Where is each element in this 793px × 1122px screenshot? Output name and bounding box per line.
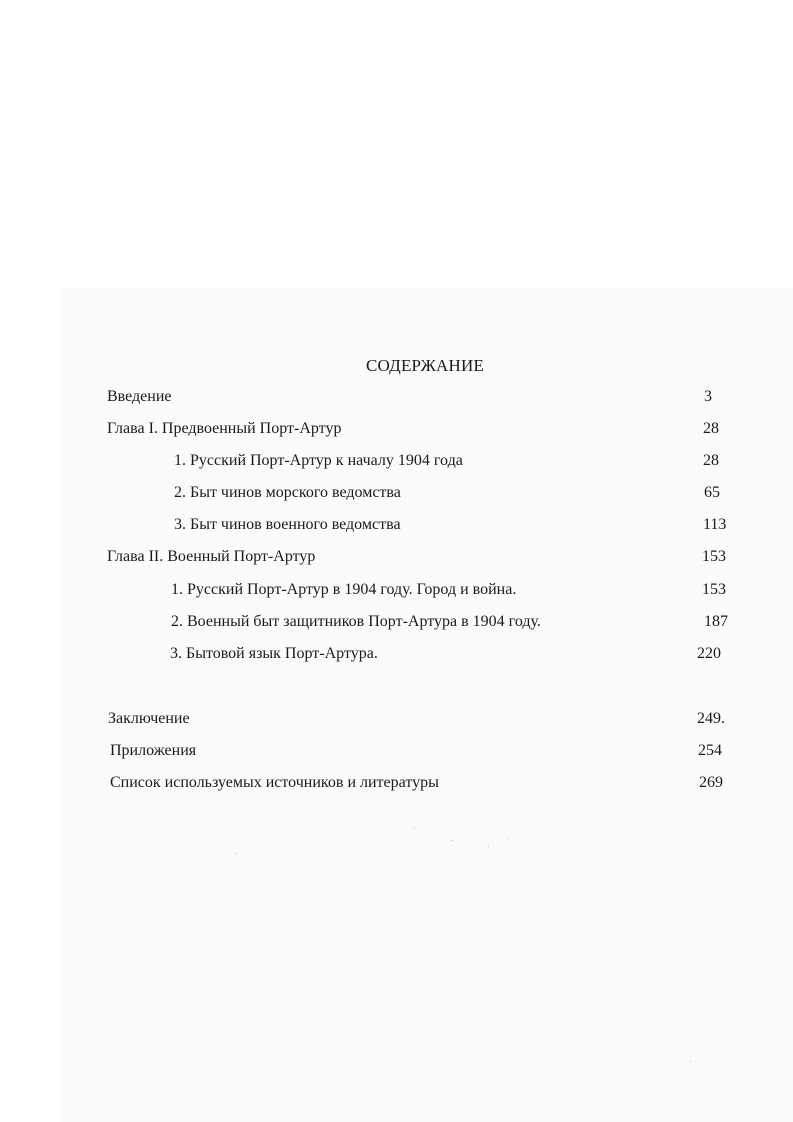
toc-entry-label: 2. Военный быт защитников Порт-Артура в 1904 году. [171, 613, 541, 630]
toc-entry-page: 249. [697, 710, 725, 727]
toc-entry-page: 269 [699, 774, 723, 791]
toc-entry-label: Глава II. Военный Порт-Артур [107, 548, 316, 565]
toc-entry-page: 28 [703, 420, 719, 437]
toc-entry-introduction [107, 387, 727, 407]
toc-entry-page: 153 [702, 581, 726, 598]
scan-speck [507, 838, 508, 839]
toc-entry-page: 254 [698, 742, 722, 759]
toc-entry-label: Введение [107, 388, 172, 405]
toc-entry-section-1-1 [174, 451, 727, 471]
toc-entry-appendices [110, 741, 730, 761]
scan-speck [488, 846, 489, 847]
toc-entry-page: 113 [703, 516, 727, 533]
scan-speck [414, 827, 415, 828]
toc-entry-section-2-3 [170, 644, 730, 664]
toc-entry-page: 187 [704, 613, 728, 630]
toc-entry-label: Список используемых источников и литературы [110, 774, 439, 791]
toc-entry-page: 220 [697, 645, 721, 662]
toc-entry-conclusion [108, 709, 740, 729]
toc-entry-label: Заключение [108, 710, 190, 727]
scan-speck [236, 853, 237, 854]
toc-entry-label: 3. Бытовой язык Порт-Артура. [170, 645, 378, 662]
toc-entry-chapter-2 [107, 547, 732, 567]
toc-entry-label: Приложения [110, 742, 197, 759]
toc-entry-section-1-2 [174, 483, 727, 503]
toc-entry-section-2-1 [171, 580, 731, 600]
toc-entry-label: 2. Быт чинов морского ведомства [174, 484, 401, 501]
toc-entry-label: 1. Русский Порт-Артур в 1904 году. Город и война. [171, 581, 517, 598]
page-title: СОДЕРЖАНИЕ [366, 356, 485, 375]
toc-entry-label: 1. Русский Порт-Артур к началу 1904 года [174, 452, 463, 469]
toc-entry-section-1-3 [174, 515, 734, 535]
toc-entry-section-2-2 [171, 612, 731, 632]
toc-entry-page: 153 [702, 548, 726, 565]
toc-entry-page: 65 [704, 484, 720, 501]
scan-speck [452, 840, 453, 841]
toc-entry-page: 3 [704, 388, 712, 405]
scan-speck [690, 1061, 691, 1062]
toc-entry-page: 28 [703, 452, 719, 469]
toc-entry-chapter-1 [107, 419, 727, 439]
toc-entry-label: 3. Быт чинов военного ведомства [174, 516, 401, 533]
toc-entry-sources [110, 773, 730, 793]
toc-entry-label: Глава I. Предвоенный Порт-Артур [107, 420, 342, 437]
